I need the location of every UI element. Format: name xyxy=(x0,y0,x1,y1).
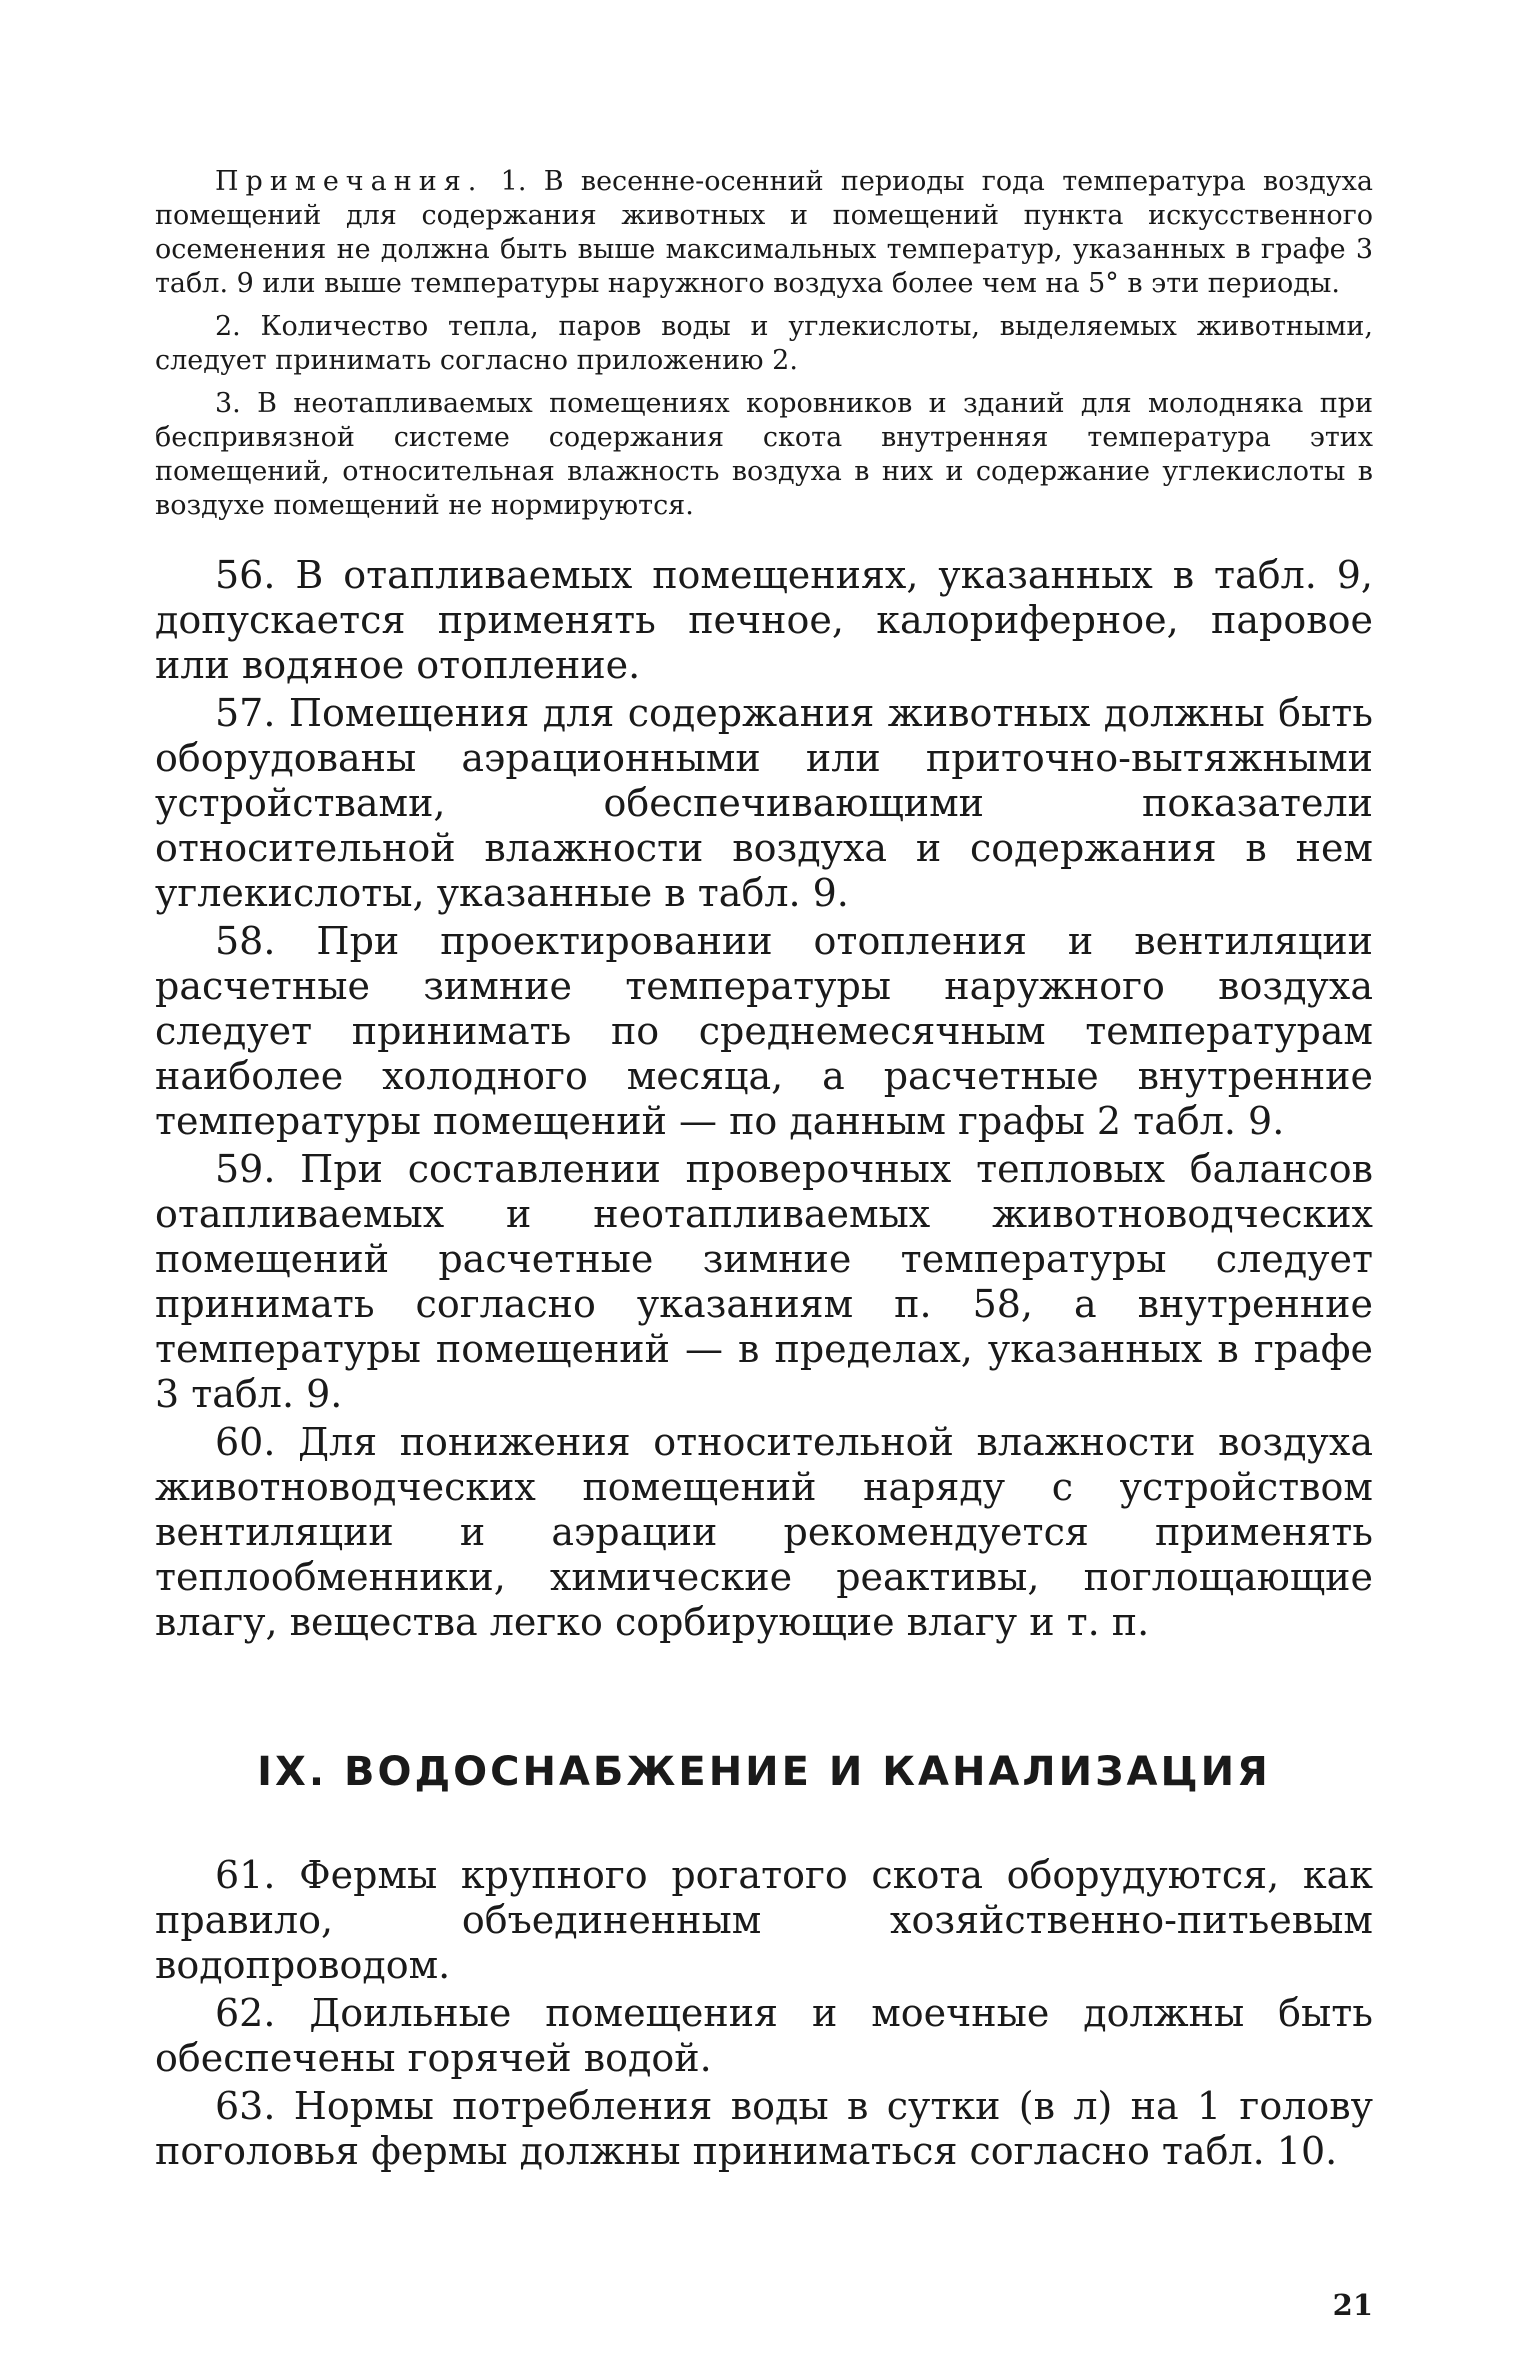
notes-label: Примечания. xyxy=(215,166,484,197)
note-1 xyxy=(155,165,1373,301)
paragraph-61: 61. Фермы крупного рогатого скота оборудуются, как правило, объединенным хозяйственно-питьевым водопроводом. xyxy=(155,1853,1373,1987)
paragraph-59: 59. При составлении проверочных тепловых балансов отапливаемых и неотапливаемых животноводческих помещений расчетные зимние температуры следует принимать согласно указаниям п. 58, а внутренние температуры помещений — в пределах, указанных в графе 3 табл. 9. xyxy=(155,1147,1373,1416)
page-number: 21 xyxy=(1332,2288,1373,2322)
paragraph-63: 63. Нормы потребления воды в сутки (в л) на 1 голову поголовья фермы должны приниматься согласно табл. 10. xyxy=(155,2084,1373,2173)
main-text-before-heading xyxy=(155,553,1373,1645)
main-text-after-heading xyxy=(155,1853,1373,2174)
paragraph-58: 58. При проектировании отопления и вентиляции расчетные зимние температуры наружного воздуха следует принимать по среднемесячным температурам наиболее холодного месяца, а расчетные внутренние температуры помещений — по данным графы 2 табл. 9. xyxy=(155,919,1373,1143)
paragraph-62: 62. Доильные помещения и моечные должны быть обеспечены горячей водой. xyxy=(155,1991,1373,2080)
note-2: 2. Количество тепла, паров воды и углекислоты, выделяемых животными, следует принимать согласно приложению 2. xyxy=(155,311,1373,376)
note-1-text: 1. В весенне-осенний периоды года температура воздуха помещений для содержания животных и помещений пункта искусственного осеменения не должна быть выше максимальных температур, указанных в графе 3 табл. 9 или выше температуры наружного воздуха более чем на 5° в эти периоды. xyxy=(155,166,1373,299)
document-page xyxy=(155,165,1373,2325)
paragraph-57: 57. Помещения для содержания животных должны быть оборудованы аэрационными или приточно-вытяжными устройствами, обеспечивающими показатели относительной влажности воздуха и содержания в нем углекислоты, указанные в табл. 9. xyxy=(155,691,1373,915)
section-heading: IX. ВОДОСНАБЖЕНИЕ И КАНАЛИЗАЦИЯ xyxy=(257,1749,1271,1795)
note-3: 3. В неотапливаемых помещениях коровников и зданий для молодняка при беспривязной системе содержания скота внутренняя температура этих помещений, относительная влажность воздуха в них и содержание углекислоты в воздухе помещений не нормируются. xyxy=(155,388,1373,521)
paragraph-56: 56. В отапливаемых помещениях, указанных в табл. 9, допускается применять печное, калориферное, паровое или водяное отопление. xyxy=(155,553,1373,687)
paragraph-60: 60. Для понижения относительной влажности воздуха животноводческих помещений наряду с устройством вентиляции и аэрации рекомендуется применять теплообменники, химические реактивы, поглощающие влагу, вещества легко сорбирующие влагу и т. п. xyxy=(155,1420,1373,1644)
notes-block xyxy=(155,165,1373,523)
